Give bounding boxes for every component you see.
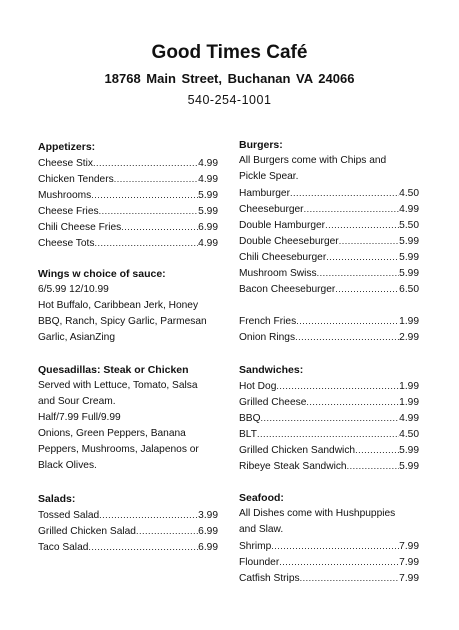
menu-item — [38, 219, 218, 235]
dot-leader — [257, 426, 399, 442]
menu-item — [239, 458, 419, 474]
menu-item — [38, 155, 218, 171]
dot-leader — [325, 217, 399, 233]
item-name: French Fries — [239, 316, 297, 327]
sandwiches-section — [239, 362, 419, 474]
description-line: All Burgers come with Chips and — [239, 155, 387, 166]
item-name: Ribeye Steak Sandwich — [239, 461, 347, 472]
menu-item — [239, 554, 419, 570]
dot-leader — [261, 410, 400, 426]
menu-item — [239, 329, 419, 345]
salads-section — [38, 491, 218, 555]
menu-item — [239, 233, 419, 249]
restaurant-address: 18768 Main Street, Buchanan VA 24066 — [104, 71, 355, 86]
menu-item — [239, 249, 419, 265]
dot-leader — [317, 265, 400, 281]
dot-leader — [296, 313, 399, 329]
dot-leader — [295, 329, 399, 345]
item-name: Chili Cheese Fries — [38, 222, 122, 233]
item-price: 1.99 — [399, 316, 419, 327]
item-price: 1.99 — [399, 397, 419, 408]
dot-leader — [306, 394, 399, 410]
menu-item — [239, 538, 419, 554]
item-name: Cheese Tots — [38, 238, 95, 249]
item-price: 4.99 — [198, 238, 218, 249]
item-price: 5.99 — [399, 252, 419, 263]
item-price: 4.99 — [399, 413, 419, 424]
dot-leader — [94, 235, 198, 251]
burgers-section — [239, 137, 419, 297]
dot-leader — [300, 570, 400, 586]
menu-item — [38, 507, 218, 523]
item-name: BBQ — [239, 413, 261, 424]
dot-leader — [335, 281, 399, 297]
menu-item — [239, 265, 419, 281]
item-name: Cheeseburger — [239, 204, 304, 215]
menu-item — [38, 171, 218, 187]
item-name: BLT — [239, 429, 257, 440]
menu-item — [239, 570, 419, 586]
section-title: Burgers: — [239, 139, 283, 151]
description-line: Half/7.99 Full/9.99 — [38, 412, 121, 423]
description-line: and Sour Cream. — [38, 396, 116, 407]
item-name: Double Hamburger — [239, 220, 326, 231]
menu-item — [38, 235, 218, 251]
section-title: Appetizers: — [38, 141, 96, 153]
dot-leader — [279, 554, 399, 570]
dot-leader — [290, 185, 399, 201]
dot-leader — [99, 203, 199, 219]
description-line: Onions, Green Peppers, Banana — [38, 428, 186, 439]
restaurant-phone: 540-254-1001 — [187, 93, 272, 107]
item-name: Hot Dog — [239, 381, 277, 392]
item-price: 5.99 — [399, 461, 419, 472]
menu-item — [38, 187, 218, 203]
item-price: 4.50 — [399, 429, 419, 440]
menu-item — [239, 426, 419, 442]
section-title: Quesadillas: Steak or Chicken — [38, 364, 189, 376]
item-name: Mushroom Swiss — [239, 268, 317, 279]
item-price: 4.99 — [399, 204, 419, 215]
dot-leader — [276, 378, 399, 394]
item-price: 2.99 — [399, 332, 419, 343]
dot-leader — [326, 249, 399, 265]
description-line: Hot Buffalo, Caribbean Jerk, Honey — [38, 300, 199, 311]
dot-leader — [355, 442, 399, 458]
menu-item — [239, 185, 419, 201]
description-line: Garlic, AsianZing — [38, 332, 116, 343]
item-name: Cheese Fries — [38, 206, 99, 217]
description-line: BBQ, Ranch, Spicy Garlic, Parmesan — [38, 316, 207, 327]
section-title: Salads: — [38, 493, 76, 505]
item-name: Tossed Salad — [38, 510, 100, 521]
item-price: 4.99 — [198, 174, 218, 185]
description-line: Served with Lettuce, Tomato, Salsa — [38, 380, 198, 391]
menu-item — [239, 378, 419, 394]
dot-leader — [114, 171, 198, 187]
quesadillas-section — [38, 362, 218, 474]
item-price: 6.99 — [198, 222, 218, 233]
wings-section — [38, 266, 218, 346]
item-name: Flounder — [239, 557, 280, 568]
item-name: Chicken Tenders — [38, 174, 114, 185]
item-price: 4.50 — [399, 188, 419, 199]
section-title: Seafood: — [239, 492, 284, 504]
item-price: 7.99 — [399, 573, 419, 584]
menu-item — [239, 313, 419, 329]
item-name: Onion Rings — [239, 332, 296, 343]
dot-leader — [91, 187, 198, 203]
item-price: 6.50 — [399, 284, 419, 295]
dot-leader — [304, 201, 400, 217]
dot-leader — [88, 539, 198, 555]
item-price: 5.99 — [399, 268, 419, 279]
item-price: 5.99 — [198, 206, 218, 217]
item-name: Hamburger — [239, 188, 290, 199]
item-price: 3.99 — [198, 510, 218, 521]
dot-leader — [271, 538, 399, 554]
dot-leader — [99, 507, 198, 523]
sides-section — [239, 313, 419, 345]
description-line: Black Olives. — [38, 460, 97, 471]
item-name: Catfish Strips — [239, 573, 300, 584]
item-price: 5.50 — [399, 220, 419, 231]
item-name: Grilled Cheese — [239, 397, 307, 408]
menu-item — [239, 442, 419, 458]
dot-leader — [93, 155, 198, 171]
description-line: and Slaw. — [239, 524, 284, 535]
item-name: Bacon Cheeseburger — [239, 284, 336, 295]
item-name: Double Cheeseburger — [239, 236, 339, 247]
item-price: 7.99 — [399, 541, 419, 552]
menu-item — [38, 203, 218, 219]
item-price: 5.99 — [198, 190, 218, 201]
item-name: Chili Cheeseburger — [239, 252, 327, 263]
menu-item — [38, 539, 218, 555]
menu-item — [239, 410, 419, 426]
appetizers-section — [38, 139, 218, 251]
dot-leader — [136, 523, 198, 539]
item-price: 4.99 — [198, 158, 218, 169]
item-price: 7.99 — [399, 557, 419, 568]
menu-item — [239, 201, 419, 217]
item-name: Taco Salad — [38, 542, 89, 553]
dot-leader — [121, 219, 198, 235]
menu-item — [38, 523, 218, 539]
item-price: 6.99 — [198, 542, 218, 553]
section-title: Wings w choice of sauce: — [38, 268, 166, 280]
item-price: 6.99 — [198, 526, 218, 537]
menu-item — [239, 281, 419, 297]
item-name: Mushrooms — [38, 190, 92, 201]
item-name: Cheese Stix — [38, 158, 93, 169]
menu-item — [239, 394, 419, 410]
page-title: Good Times Café — [151, 42, 308, 63]
item-price: 5.99 — [399, 445, 419, 456]
item-name: Grilled Chicken Salad — [38, 526, 136, 537]
item-price: 1.99 — [399, 381, 419, 392]
description-line: Pickle Spear. — [239, 171, 299, 182]
description-line: Peppers, Mushrooms, Jalapenos or — [38, 444, 199, 455]
description-line: 6/5.99 12/10.99 — [38, 284, 109, 295]
menu-item — [239, 217, 419, 233]
section-title: Sandwiches: — [239, 364, 304, 376]
item-name: Shrimp — [239, 541, 272, 552]
item-price: 5.99 — [399, 236, 419, 247]
item-name: Grilled Chicken Sandwich — [239, 445, 356, 456]
dot-leader — [339, 233, 399, 249]
dot-leader — [347, 458, 400, 474]
seafood-section — [239, 490, 419, 586]
description-line: All Dishes come with Hushpuppies — [239, 508, 396, 519]
